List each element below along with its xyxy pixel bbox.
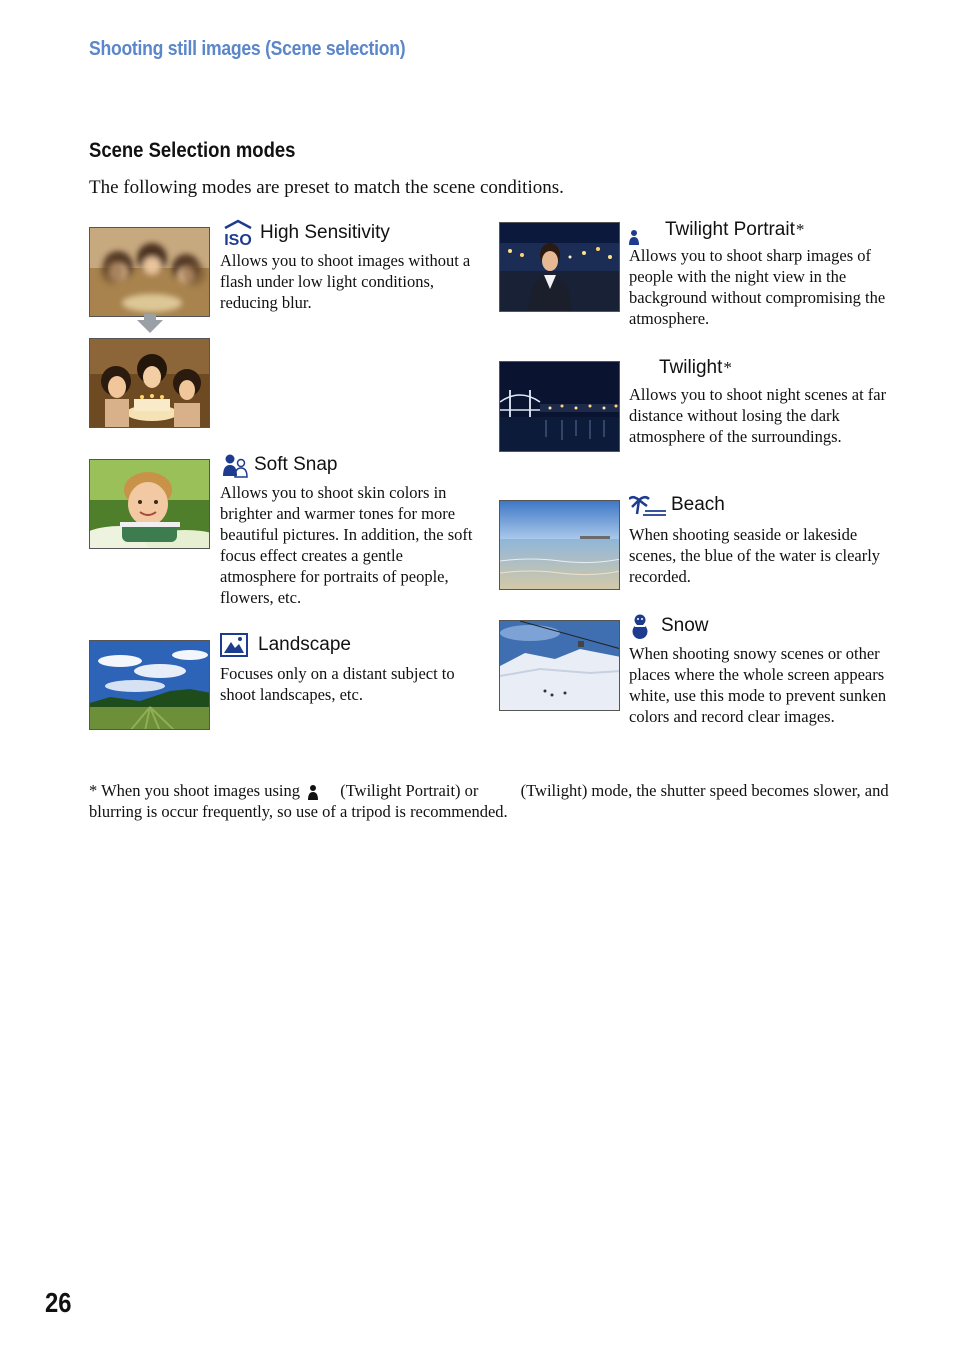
- footnote-text-1: When you shoot images using: [101, 781, 300, 800]
- twilight-portrait-title: [629, 215, 804, 245]
- twilight-title: [629, 354, 732, 382]
- landscape-icon: [220, 633, 248, 657]
- twilight-asterisk: *: [723, 358, 732, 377]
- twilight-portrait-asterisk: *: [795, 220, 805, 239]
- high-sensitivity-photo-before: [89, 227, 210, 317]
- beach-title: [629, 494, 725, 516]
- svg-text:ISO: ISO: [224, 232, 252, 247]
- beach-icon: [629, 494, 667, 516]
- soft-snap-title: [222, 452, 337, 478]
- snow-label: Snow: [661, 615, 709, 636]
- soft-snap-description: Allows you to shoot skin colors in brighter and warmer tones for more beautiful pictures. In addition, the soft focus effect creates a gentle atmosphere for portraits of people, flowers, etc.: [220, 483, 473, 607]
- twilight-icon: [629, 362, 649, 382]
- footnote-text-3: (Twilight) mode, the shutter speed becomes slower, and blurring is occur frequently, so use of a tripod is recommended.: [89, 781, 889, 821]
- landscape-description: Focuses only on a distant subject to shoot landscapes, etc.: [220, 664, 455, 704]
- twilight-portrait-icon: [629, 225, 653, 245]
- section-title: Shooting still images (Scene selection): [89, 38, 406, 60]
- snow-description: When shooting snowy scenes or other places where the whole screen appears white, use this mode to prevent sunken colors and record clear images.: [629, 644, 887, 726]
- landscape-label: Landscape: [258, 634, 351, 655]
- high-sensitivity-label: High Sensitivity: [260, 222, 390, 243]
- twilight-label: Twilight: [659, 357, 723, 378]
- high-sensitivity-title: [222, 219, 390, 247]
- soft-snap-icon: [222, 452, 248, 478]
- twilight-portrait-description: Allows you to shoot sharp images of people with the night view in the background without compromising the atmosphere.: [629, 246, 886, 328]
- iso-icon: [222, 219, 254, 247]
- beach-photo: [499, 500, 620, 590]
- sub-heading: Scene Selection modes: [89, 139, 296, 162]
- footnote: [89, 780, 889, 822]
- snow-title: [629, 613, 709, 639]
- arrow-down-icon: [137, 320, 163, 333]
- twilight-portrait-icon: [308, 780, 332, 800]
- high-sensitivity-description: Allows you to shoot images without a flash under low light conditions, reducing blur.: [220, 251, 471, 312]
- page-number: 26: [45, 1287, 72, 1318]
- snow-photo: [499, 620, 620, 711]
- twilight-portrait-label: Twilight Portrait: [665, 219, 795, 240]
- footnote-marker: *: [89, 781, 98, 800]
- twilight-photo: [499, 361, 620, 452]
- beach-label: Beach: [671, 494, 725, 515]
- intro-text: The following modes are preset to match the scene conditions.: [89, 177, 564, 198]
- landscape-photo: [89, 640, 210, 730]
- twilight-portrait-photo: [499, 222, 620, 312]
- soft-snap-label: Soft Snap: [254, 454, 338, 475]
- soft-snap-photo: [89, 459, 210, 549]
- high-sensitivity-photo-after: [89, 338, 210, 428]
- footnote-text-2: (Twilight Portrait) or: [340, 781, 479, 800]
- snow-icon: [629, 613, 651, 639]
- twilight-description: Allows you to shoot night scenes at far distance without losing the dark atmosphere of the surroundings.: [629, 385, 887, 446]
- twilight-icon: [491, 782, 509, 800]
- landscape-title: [220, 633, 351, 657]
- beach-description: When shooting seaside or lakeside scenes, the blue of the water is clearly recorded.: [629, 525, 881, 586]
